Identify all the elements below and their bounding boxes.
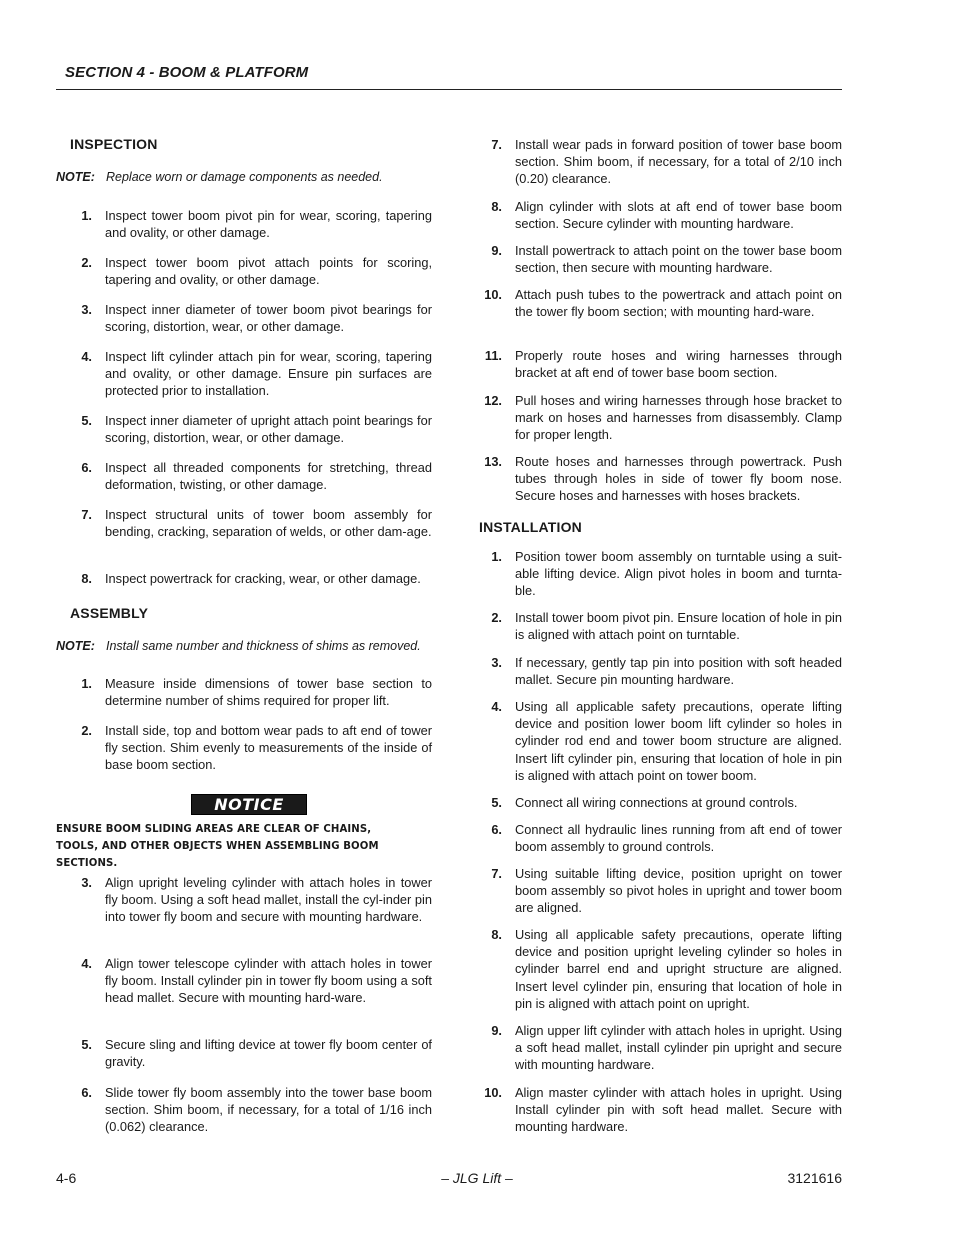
item-text: Align upper lift cylinder with attach holes in upright. Using a soft head mallet, install cylinder pin upright and secure with mounting hardware. xyxy=(515,1023,842,1073)
list-item xyxy=(466,347,842,381)
item-number: 8. xyxy=(491,199,502,214)
item-text: Position tower boom assembly on turntable using a suit-able lifting device. Align pivot holes in boom and turnta-ble. xyxy=(515,549,842,599)
list-item xyxy=(466,609,842,643)
inspection-note xyxy=(56,169,432,186)
list-item xyxy=(466,821,842,855)
item-number: 8. xyxy=(81,571,92,586)
list-item xyxy=(466,698,842,784)
item-text: Install side, top and bottom wear pads to aft end of tower fly section. Shim evenly to measurements of the inside of base boom section. xyxy=(105,723,432,773)
note-label: NOTE: xyxy=(56,170,95,184)
list-item xyxy=(56,254,432,288)
note-label: NOTE: xyxy=(56,639,95,653)
item-number: 2. xyxy=(81,255,92,270)
item-number: 1. xyxy=(81,208,92,223)
item-number: 2. xyxy=(491,610,502,625)
list-item xyxy=(466,136,842,188)
item-text: Using all applicable safety precautions, operate lifting device and position upright leveling cylinder so holes in cylinder barrel end and upright structure are aligned. Insert level cylinder pin, ensuring that location of hole in pin is aligned with attach point on upright. xyxy=(515,927,842,1011)
item-number: 7. xyxy=(81,507,92,522)
item-number: 10. xyxy=(484,1085,502,1100)
list-item xyxy=(56,874,432,926)
list-item xyxy=(56,570,432,587)
item-text: Install wear pads in forward position of tower base boom section. Shim boom, if necessary, for a total of 2/10 inch (0.20) clearance. xyxy=(515,137,842,187)
item-number: 2. xyxy=(81,723,92,738)
item-text: Align upright leveling cylinder with attach holes in tower fly boom. Using a soft head mallet, install the cyl-inder pin into tower fly boom and secure with mounting hardware. xyxy=(105,875,432,925)
item-text: Route hoses and harnesses through powertrack. Push tubes through holes in side of tower fly boom nose. Secure hoses and harnesses with hoses brackets. xyxy=(515,454,842,504)
list-item xyxy=(466,198,842,232)
list-item xyxy=(56,1084,432,1136)
notice-badge xyxy=(191,794,307,815)
list-item xyxy=(466,548,842,600)
item-text: Slide tower fly boom assembly into the tower base boom section. Shim boom, if necessary, for a total of 1/16 inch (0.062) clearance. xyxy=(105,1085,432,1135)
list-item xyxy=(466,1084,842,1136)
list-item xyxy=(56,412,432,446)
item-number: 13. xyxy=(484,454,502,469)
item-text: Inspect all threaded components for stretching, thread deformation, twisting, or other damage. xyxy=(105,460,432,493)
document-number: 3121616 xyxy=(787,1170,842,1186)
item-text: Secure sling and lifting device at tower fly boom center of gravity. xyxy=(105,1037,432,1070)
item-text: Measure inside dimensions of tower base section to determine number of shims required for proper lift. xyxy=(105,676,432,709)
list-item xyxy=(466,242,842,276)
item-text: Align tower telescope cylinder with attach holes in tower fly boom. Install cylinder pin in tower fly boom using a soft head mallet. Secure with mounting hard-ware. xyxy=(105,956,432,1006)
item-text: Align master cylinder with attach holes in upright. Using Install cylinder pin with soft head mallet. Secure with mounting hardware. xyxy=(515,1085,842,1135)
item-text: Using suitable lifting device, position upright on tower boom assembly so pivot holes in upright and tower boom are aligned. xyxy=(515,866,842,916)
footer-brand: – JLG Lift – xyxy=(441,1170,513,1186)
item-text: Connect all hydraulic lines running from aft end of tower boom assembly to ground controls. xyxy=(515,822,842,855)
item-text: Install powertrack to attach point on the tower base boom section, then secure with mounting hardware. xyxy=(515,243,842,276)
item-text: Install tower boom pivot pin. Ensure location of hole in pin is aligned with attach point on turntable. xyxy=(515,610,842,643)
installation-heading: INSTALLATION xyxy=(479,519,582,535)
note-text: Install same number and thickness of shims as removed. xyxy=(106,639,421,653)
list-item xyxy=(466,865,842,917)
list-item xyxy=(56,1036,432,1070)
item-number: 12. xyxy=(484,393,502,408)
item-number: 5. xyxy=(81,413,92,428)
item-text: Inspect tower boom pivot attach points for scoring, tapering and ovality, or other damage. xyxy=(105,255,432,288)
item-number: 4. xyxy=(491,699,502,714)
item-number: 8. xyxy=(491,927,502,942)
item-number: 5. xyxy=(81,1037,92,1052)
inspection-heading: INSPECTION xyxy=(70,136,158,152)
item-number: 6. xyxy=(81,1085,92,1100)
item-number: 6. xyxy=(491,822,502,837)
item-text: Inspect lift cylinder attach pin for wear, scoring, tapering and ovality, or other damage. Ensure pin surfaces are protected prior to installation. xyxy=(105,349,432,399)
item-text: Inspect structural units of tower boom assembly for bending, cracking, separation of welds, or other dam-age. xyxy=(105,507,432,540)
item-number: 9. xyxy=(491,243,502,258)
list-item xyxy=(466,654,842,688)
item-text: Using all applicable safety precautions, operate lifting device and position lower boom lift cylinder so holes in cylinder rod end and tower boom structure are aligned. Insert lift cylinder pin, ensuring that location of hole in pin is aligned with attach point on tower boom. xyxy=(515,699,842,783)
section-title: SECTION 4 - BOOM & PLATFORM xyxy=(65,64,309,81)
item-text: Pull hoses and wiring harnesses through hose bracket to mark on hoses and harnesses from disassembly. Clamp for proper length. xyxy=(515,393,842,443)
header-divider xyxy=(56,89,842,90)
item-number: 4. xyxy=(81,956,92,971)
item-text: Inspect inner diameter of upright attach point bearings for scoring, distortion, wear, or other damage. xyxy=(105,413,432,446)
item-number: 6. xyxy=(81,460,92,475)
list-item xyxy=(56,301,432,335)
list-item xyxy=(56,722,432,774)
assembly-heading: ASSEMBLY xyxy=(70,605,149,621)
list-item xyxy=(56,955,432,1007)
item-text: Connect all wiring connections at ground controls. xyxy=(515,795,798,810)
list-item xyxy=(56,459,432,493)
list-item xyxy=(466,286,842,320)
item-number: 7. xyxy=(491,137,502,152)
list-item xyxy=(466,794,842,811)
item-text: Inspect tower boom pivot pin for wear, scoring, tapering and ovality, or other damage. xyxy=(105,208,432,241)
list-item xyxy=(56,675,432,709)
item-text: Properly route hoses and wiring harnesses through bracket at aft end of tower base boom section. xyxy=(515,348,842,381)
notice-label: NOTICE xyxy=(214,795,284,814)
item-text: If necessary, gently tap pin into position with soft headed mallet. Secure pin mounting hardware. xyxy=(515,655,842,688)
item-number: 1. xyxy=(81,676,92,691)
item-number: 3. xyxy=(81,302,92,317)
item-number: 10. xyxy=(484,287,502,302)
item-number: 5. xyxy=(491,795,502,810)
list-item xyxy=(466,1022,842,1074)
item-number: 3. xyxy=(81,875,92,890)
list-item xyxy=(56,207,432,241)
assembly-note xyxy=(56,638,432,655)
list-item xyxy=(466,453,842,505)
notice-text: ENSURE BOOM SLIDING AREAS ARE CLEAR OF CHAINS, TOOLS, AND OTHER OBJECTS WHEN ASSEMBLING BOOM SECTIONS. xyxy=(56,822,379,869)
item-number: 1. xyxy=(491,549,502,564)
note-text: Replace worn or damage components as needed. xyxy=(106,170,383,184)
item-text: Attach push tubes to the powertrack and attach point on the tower fly boom section; with mounting hard-ware. xyxy=(515,287,842,320)
list-item xyxy=(466,926,842,1012)
list-item xyxy=(56,506,432,540)
item-text: Inspect inner diameter of tower boom pivot bearings for scoring, distortion, wear, or other damage. xyxy=(105,302,432,335)
item-number: 4. xyxy=(81,349,92,364)
item-text: Inspect powertrack for cracking, wear, or other damage. xyxy=(105,571,421,586)
item-number: 3. xyxy=(491,655,502,670)
item-number: 11. xyxy=(484,348,502,363)
item-number: 9. xyxy=(491,1023,502,1038)
page-number: 4-6 xyxy=(56,1170,77,1186)
list-item xyxy=(56,348,432,400)
list-item xyxy=(466,392,842,444)
item-number: 7. xyxy=(491,866,502,881)
item-text: Align cylinder with slots at aft end of tower base boom section. Secure cylinder with mounting hardware. xyxy=(515,199,842,232)
